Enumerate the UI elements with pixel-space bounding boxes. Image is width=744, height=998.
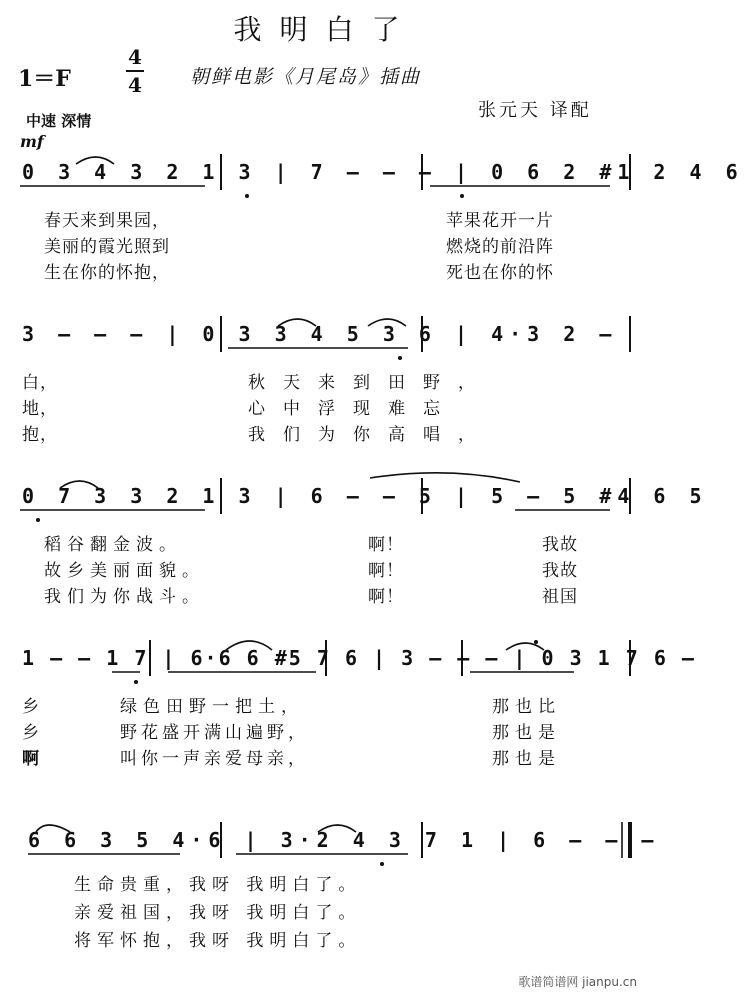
lyric-verse-3: 将军怀抱，我呀 我明白了。: [74, 931, 362, 951]
watermark: 歌谱简谱网 jianpu.cn: [518, 975, 637, 989]
lyric-verse-2b: 燃烧的前沿阵: [446, 237, 554, 257]
lyric-verse-2: 乡: [22, 723, 40, 743]
lyric-verse-1: 春天来到果园，: [44, 211, 170, 231]
dynamic-marking: mf: [20, 132, 44, 151]
lyric-verse-1c: 那也比: [492, 697, 561, 717]
lyric-verse-2b: 野花盛开满山遍野，: [120, 723, 309, 743]
lyric-verse-1b: 苹果花开一片: [446, 211, 554, 231]
octave-dot: [460, 194, 464, 198]
time-signature-bottom: 4: [128, 73, 142, 97]
notation-line: [0, 636, 696, 680]
lyric-verse-1: 稻谷翻金波。: [44, 535, 182, 555]
lyric-verse-3: 抱，: [22, 425, 58, 445]
lyric-verse-3c: 祖国: [542, 587, 578, 607]
lyric-verse-2: 故乡美丽面貌。: [44, 561, 205, 581]
lyric-verse-3b: 啊！: [368, 587, 404, 607]
lyric-verse-3: 啊: [22, 749, 40, 769]
lyric-verse-3: 我们为你战斗。: [44, 587, 205, 607]
octave-dot: [398, 356, 402, 360]
notation-text: 6 6 3 5 4·6 | 3·2 4 3 7 1 | 6 — — —: [28, 828, 660, 852]
tempo-marking: 中速 深情: [26, 112, 92, 130]
notation-text: 1 — — 1 7 | 6·6 6 #5 7 6 | 3 — — — | 0 3 1 7 6 —: [22, 646, 696, 670]
key-signature: 1＝F: [18, 66, 71, 92]
lyric-verse-3b: 死也在你的怀: [446, 263, 554, 283]
octave-dot: [36, 518, 40, 522]
time-signature: [124, 44, 146, 98]
notation-line: [0, 474, 708, 518]
lyric-verse-1c: 我故: [542, 535, 578, 555]
notation-text: 3 — — — | 0 3 3 4 5 3 6 | 4·3 2 —: [22, 322, 618, 346]
system-5: [0, 818, 660, 978]
lyric-verse-3c: 那也是: [492, 749, 561, 769]
subtitle: 朝鲜电影《月尾岛》插曲: [190, 66, 422, 88]
notation-line: [0, 312, 651, 356]
lyric-verse-1b: 秋天来到田野，: [248, 373, 493, 393]
lyric-verse-2b: 心中浮现难忘: [248, 399, 458, 419]
octave-dot: [245, 194, 249, 198]
lyric-verse-2c: 我故: [542, 561, 578, 581]
system-1: [0, 150, 744, 310]
lyric-verse-2: 地，: [22, 399, 58, 419]
system-2: [0, 312, 651, 472]
lyric-verse-3b: 我们为你高唱，: [248, 425, 493, 445]
page-title: 我明白了: [233, 13, 418, 46]
lyric-verse-1: 乡: [22, 697, 40, 717]
lyric-verse-1b: 绿色田野一把土，: [120, 697, 304, 717]
lyric-verse-1b: 啊！: [368, 535, 404, 555]
lyric-verse-2c: 那也是: [492, 723, 561, 743]
octave-dot: [134, 680, 138, 684]
credit: 张元天 译配: [478, 100, 592, 121]
octave-dot: [534, 640, 538, 644]
notation-text: 0 3 4 3 2 1 3 | 7 — — — | 0 6 2 #1 2 4 6: [22, 160, 744, 184]
tie: [370, 473, 520, 482]
lyric-verse-1: 生命贵重，我呀 我明白了。: [74, 875, 362, 895]
lyric-verse-1: 白，: [22, 373, 58, 393]
lyric-verse-2b: 啊！: [368, 561, 404, 581]
time-signature-top: 4: [128, 45, 142, 69]
lyric-verse-3b: 叫你一声亲爱母亲，: [120, 749, 309, 769]
system-4: [0, 636, 696, 796]
octave-dot: [380, 862, 384, 866]
notation-line: [0, 818, 660, 862]
notation-line: [0, 150, 744, 194]
system-3: [0, 474, 708, 634]
lyric-verse-3: 生在你的怀抱，: [44, 263, 170, 283]
notation-text: 0 7 3 3 2 1 3 | 6 — — 5 | 5 — 5 #4 6 5: [22, 484, 708, 508]
lyric-verse-2: 亲爱祖国，我呀 我明白了。: [74, 903, 362, 923]
lyric-verse-2: 美丽的霞光照到: [44, 237, 170, 257]
